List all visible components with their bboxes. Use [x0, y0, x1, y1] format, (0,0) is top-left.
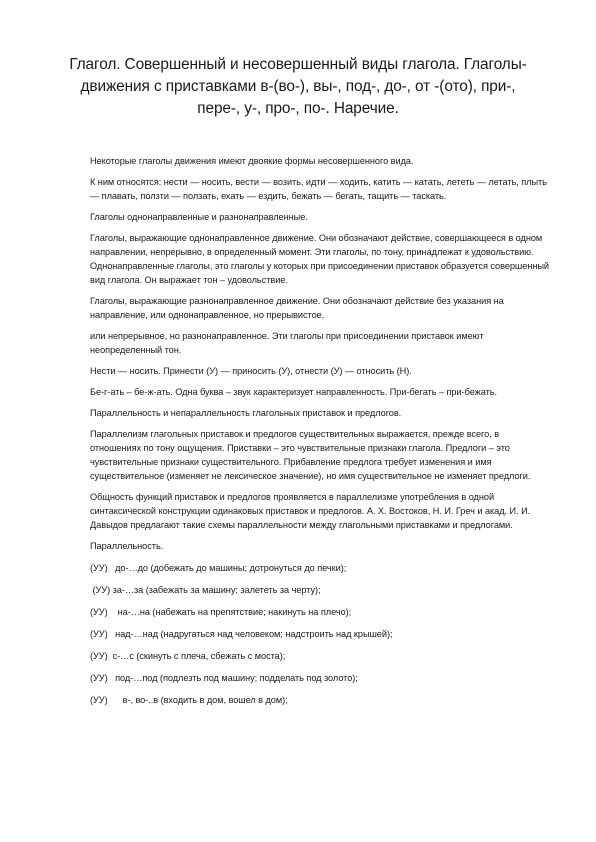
paragraph: Нести — носить. Принести (У) — приносить (У), отнести (У) — относить (Н). — [90, 366, 412, 376]
paragraph: К ним относятся: нести — носить, вести — возить, идти — ходить, катить — катать, лететь — летать, плыть — плавать, ползти — ползать, ехать — ездить, бежать — бегать, тащить — таскать. — [90, 177, 550, 201]
list-item: (УУ) на-…на (набежать на препятствие; накинуть на плечо); — [90, 607, 352, 617]
list-item: (УУ) под-…под (подлезть под машину; подделать под золото); — [90, 673, 358, 683]
document-body — [90, 154, 552, 715]
section-heading: Параллельность. — [90, 541, 164, 551]
list-item: (УУ) до-…до (добежать до машины; дотронуться до печки); — [90, 563, 347, 573]
paragraph: Общность функций приставок и предлогов проявляется в параллелизме употребления в одной синтаксической конструкции одинаковых приставок и предлогов. А. Х. Востоков, Н. И. Греч и акад. И. И. Давыдов предлагают такие схемы параллельности между глагольными приставками и предлогами. — [90, 492, 533, 530]
document-title: Глагол. Совершенный и несовершенный виды глагола. Глаголы-движения с приставками в-(во-), вы-, под-, до-, от -(ото), при-, пере-, у-, про-, по-. Наречие. — [69, 56, 527, 117]
section-heading: Параллельность и непараллельность глагольных приставок и предлогов. — [90, 408, 402, 418]
list-item: (УУ) за-…за (забежать за машину; залететь за черту); — [90, 585, 321, 595]
paragraph: или непрерывное, но разнонаправленное. Эти глаголы при присоединении приставок имеют неопределенный тон. — [90, 331, 486, 355]
list-item: (УУ) над-…над (надругаться над человеком; надстроить над крышей); — [90, 629, 393, 639]
paragraph: Некоторые глаголы движения имеют двоякие формы несовершенного вида. — [90, 156, 414, 166]
paragraph: Глаголы, выражающие однонаправленное движение. Они обозначают действие, совершающееся в одном направлении, непрерывно, в определенный момент. Эти глаголы, по тону, принадлежат к удовольствию. Однонаправленные глаголы, это глаголы у которых при присоединении приставок образуется совершенный вид глагола. Он выражает тон – удовольствие. — [90, 233, 552, 285]
paragraph: Глаголы, выражающие разнонаправленное движение. Они обозначают действие без указания на направление, или однонаправленное, но прерывистое, — [90, 296, 507, 320]
paragraph: Бе-г-ать – бе-ж-ать. Одна буква – звук характеризует направленность. При-бегать – при-бежать. — [90, 387, 498, 397]
paragraph: Глаголы однонаправленные и разнонаправленные. — [90, 212, 308, 222]
paragraph: Параллелизм глагольных приставок и предлогов существительных выражается, прежде всего, в отношениях по тону ощущения. Приставки – это чувствительные признаки глагола. Предлоги – это чувствительные признаки существительного. Прибавление предлога требует изменения и имя существительное (изменяет не лексическое значение), но имя существительное не изменяет предлоги. — [90, 429, 531, 481]
list-item: (УУ) в-, во-..в (входить в дом, вошел в дом); — [90, 695, 288, 705]
list-item: (УУ) с-…с (скинуть с плеча, сбежать с моста); — [90, 651, 286, 661]
